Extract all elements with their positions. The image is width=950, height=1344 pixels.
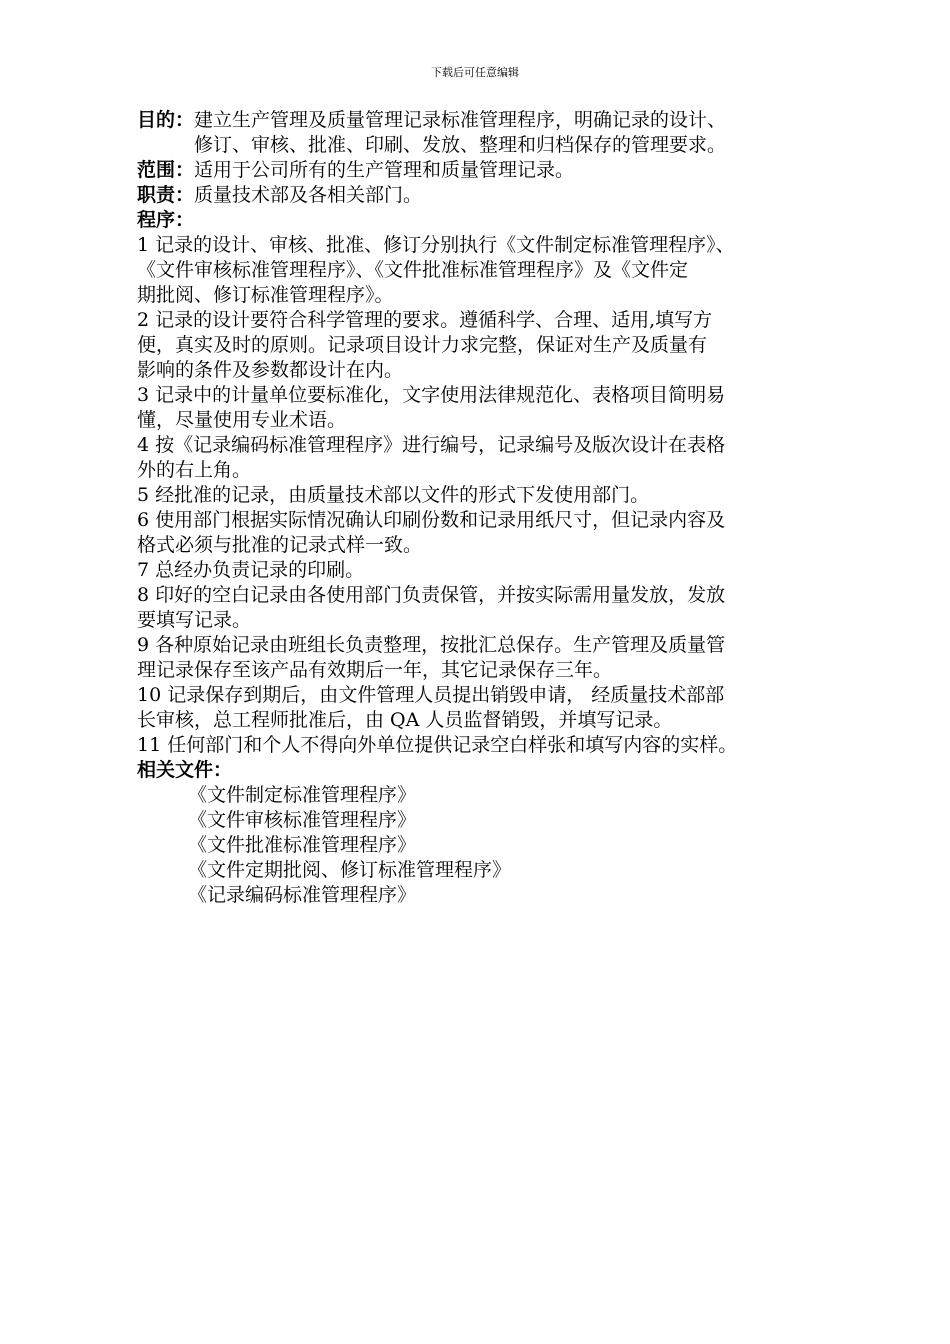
scope-text: 适用于公司所有的生产管理和质量管理记录。 (194, 159, 575, 181)
procedure-step-line: 6 使用部门根据实际情况确认印刷份数和记录用纸尺寸，但记录内容及 (137, 509, 726, 531)
related-document-item: 《文件批准标准管理程序》 (188, 834, 417, 856)
procedure-step (137, 583, 837, 633)
responsibility-text: 质量技术部及各相关部门。 (194, 184, 423, 206)
responsibility-label: 职责： (137, 184, 195, 206)
procedure-step-line: 格式必须与批准的记录式样一致。 (137, 534, 423, 556)
related-document-item: 《文件制定标准管理程序》 (188, 784, 417, 806)
procedure-step-line: 9 各种原始记录由班组长负责整理，按批汇总保存。生产管理及质量管 (137, 634, 726, 656)
procedure-step-line: 影响的条件及参数都设计在内。 (137, 359, 404, 381)
related-document-item: 《文件定期批阅、修订标准管理程序》 (188, 859, 512, 881)
procedure-step-line: 要填写记录。 (137, 609, 252, 631)
related-document-item: 《文件审核标准管理程序》 (188, 809, 417, 831)
procedure-step-line: 长审核，总工程师批准后，由 QA 人员监督销毁，并填写记录。 (137, 709, 673, 731)
related-documents-list (137, 783, 837, 908)
purpose-label: 目的： (137, 109, 195, 131)
related-documents-heading (137, 758, 837, 783)
procedure-label: 程序： (137, 209, 195, 231)
procedure-step (137, 383, 837, 433)
procedure-steps (137, 233, 837, 758)
procedure-step-line: 理记录保存至该产品有效期后一年，其它记录保存三年。 (137, 659, 613, 681)
procedure-step (137, 433, 837, 483)
procedure-step-line: 10 记录保存到期后，由文件管理人员提出销毁申请， 经质量技术部部 (137, 684, 725, 706)
purpose-text (194, 108, 837, 158)
document-body (137, 108, 837, 908)
procedure-step (137, 508, 837, 558)
related-documents-label: 相关文件： (137, 759, 233, 781)
procedure-step (137, 558, 837, 583)
purpose-line: 修订、审核、批准、印刷、发放、整理和归档保存的管理要求。 (194, 134, 727, 156)
procedure-step-line: 7 总经办负责记录的印刷。 (137, 559, 365, 581)
responsibility-section (137, 183, 837, 208)
procedure-step-line: 期批阅、修订标准管理程序》。 (137, 284, 394, 306)
procedure-step (137, 683, 837, 733)
procedure-step-line: 3 记录中的计量单位要标准化，文字使用法律规范化、表格项目简明易 (137, 384, 726, 406)
procedure-step-line: 2 记录的设计要符合科学管理的要求。遵循科学、合理、适用,填写方 (137, 309, 713, 331)
procedure-step-line: 8 印好的空白记录由各使用部门负责保管，并按实际需用量发放，发放 (137, 584, 726, 606)
procedure-step (137, 483, 837, 508)
purpose-line: 建立生产管理及质量管理记录标准管理程序，明确记录的设计、 (194, 109, 727, 131)
procedure-step-line: 便，真实及时的原则。记录项目设计力求完整，保证对生产及质量有 (137, 334, 708, 356)
procedure-step (137, 733, 837, 758)
procedure-step-line: 11 任何部门和个人不得向外单位提供记录空白样张和填写内容的实样。 (137, 734, 738, 756)
procedure-step (137, 633, 837, 683)
procedure-step-line: 《文件审核标准管理程序》、《文件批准标准管理程序》及《文件定 (137, 259, 689, 281)
header-note: 下载后可任意编辑 (431, 66, 519, 79)
procedure-step-line: 1 记录的设计、审核、批准、修订分别执行《文件制定标准管理程序》、 (137, 234, 735, 256)
scope-label: 范围： (137, 159, 195, 181)
scope-section (137, 158, 837, 183)
procedure-step-line: 5 经批准的记录，由质量技术部以文件的形式下发使用部门。 (137, 484, 650, 506)
procedure-step-line: 4 按《记录编码标准管理程序》进行编号，记录编号及版次设计在表格 (137, 434, 726, 456)
procedure-heading (137, 208, 837, 233)
procedure-step-line: 懂，尽量使用专业术语。 (137, 409, 347, 431)
procedure-step-line: 外的右上角。 (137, 459, 252, 481)
related-document-item: 《记录编码标准管理程序》 (188, 884, 417, 906)
procedure-step (137, 308, 837, 383)
procedure-step (137, 233, 837, 308)
purpose-section (137, 108, 837, 158)
